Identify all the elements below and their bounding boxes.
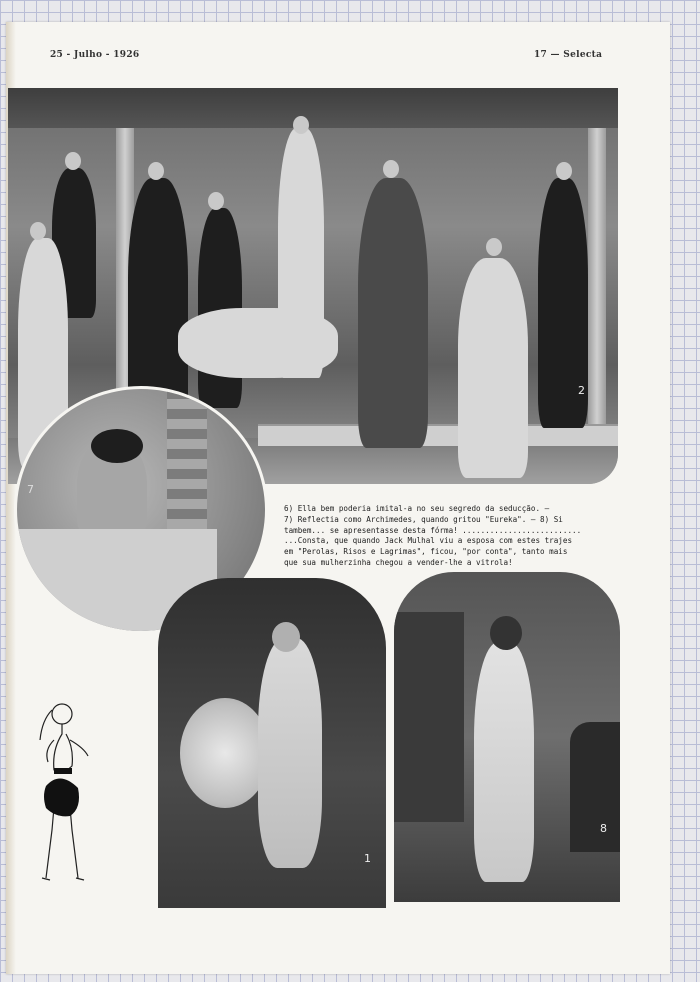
caption-line: ...Consta, que quando Jack Mulhal viu a esposa com estes trajes [284, 536, 573, 546]
woman-head [490, 616, 522, 650]
photo-woman-in-room [394, 572, 620, 902]
armchair [570, 722, 620, 852]
head [293, 116, 309, 134]
page-number-title: 17 — Selecta [534, 50, 603, 60]
feather-fan [180, 698, 270, 808]
head [148, 162, 164, 180]
photo-number: 7 [27, 483, 34, 496]
dancer-head [272, 622, 300, 652]
head [30, 222, 46, 240]
sketch-belt [54, 768, 72, 774]
caption-block [284, 504, 606, 569]
photo-number: 8 [600, 822, 607, 835]
caption-line: 6) Ella bem poderia imital-a no seu segredo da seducção. — [284, 504, 550, 513]
column-right [588, 128, 606, 428]
figure-woman-back [358, 178, 428, 448]
flapper-sketch-illustration [34, 700, 98, 890]
woman-hair [91, 429, 143, 463]
issue-date: 25 - Julho - 1926 [50, 50, 140, 60]
photo-dancer-with-fan [158, 578, 386, 908]
head [208, 192, 224, 210]
caption-line: 7) Reflectia como Archimedes, quando gritou "Eureka". — 8) Si [284, 514, 563, 524]
woman-figure [474, 642, 534, 882]
sketch-skirt [44, 778, 79, 816]
caption-line: em "Perolas, Risos e Lagrimas", ficou, "por conta", tanto mais [284, 547, 568, 557]
caption-line: tambem... se apresentasse desta fórma! .......................... [284, 525, 582, 535]
caption-line: que sua mulherzinha chegou a vender-lhe a vitrola! [284, 557, 513, 567]
figure-reclining-woman [178, 308, 338, 378]
head [486, 238, 502, 256]
head [383, 160, 399, 178]
head [65, 152, 81, 170]
figure-woman-gown [458, 258, 528, 478]
head [556, 162, 572, 180]
dancer-figure [258, 638, 322, 868]
room-wall [394, 612, 464, 822]
photo-number: 1 [364, 852, 371, 865]
stage-arch [8, 88, 618, 128]
photo-number: 2 [578, 384, 585, 397]
